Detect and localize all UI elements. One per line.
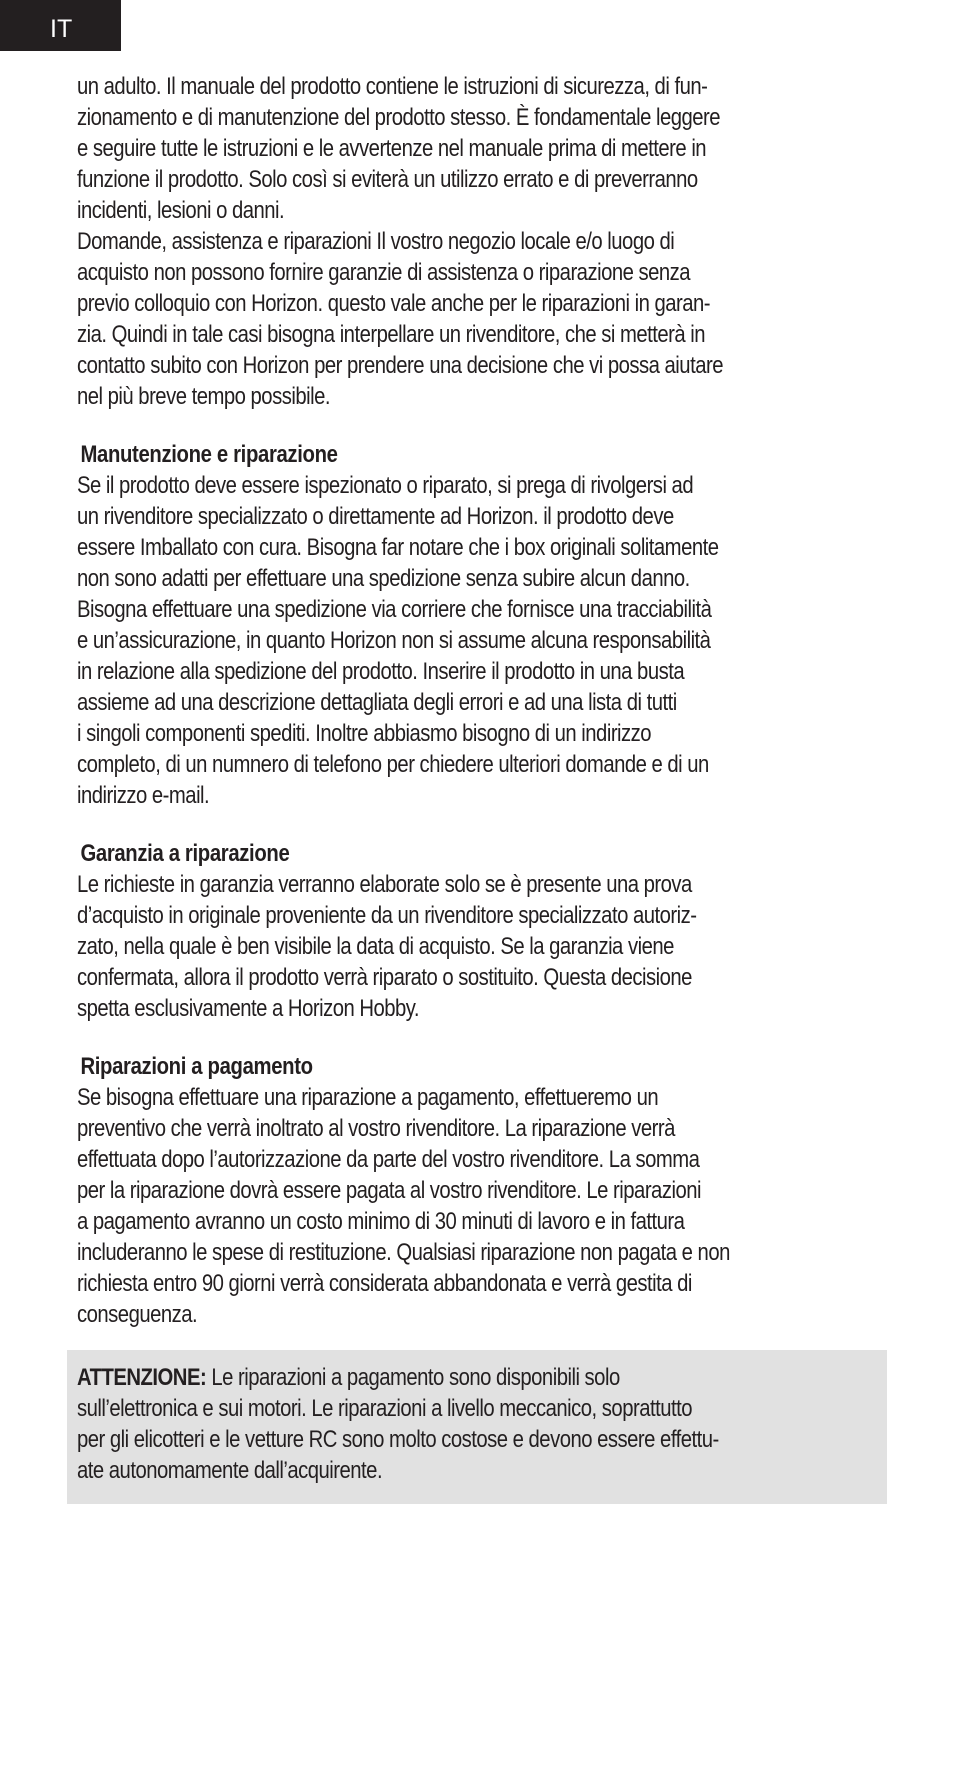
warning-label: ATTENZIONE: [77,1365,207,1391]
text-line: essere Imballato con cura. Bisogna far notare che i box originali solitamente [77,535,719,561]
warning-first-line [77,1363,877,1394]
text-line: incidenti, lesioni o danni. [77,198,285,224]
warning-rest [77,1394,877,1487]
text-line: e seguire tutte le istruzioni e le avvertenze nel manuale prima di mettere in [77,136,707,162]
text-line: zia. Quindi in tale casi bisogna interpellare un rivenditore, che si metterà in [77,322,706,348]
text-line: completo, di un numnero di telefono per chiedere ulteriori domande e di un [77,752,709,778]
text-line: conseguenza. [77,1302,198,1328]
warning-callout [67,1350,887,1504]
text-line: acquisto non possono fornire garanzie di assistenza o riparazione senza [77,260,691,286]
text-line: per gli elicotteri e le vetture RC sono molto costose e devono essere effettu- [77,1427,719,1453]
warning-first-text: Le riparazioni a pagamento sono disponibili solo [206,1365,620,1391]
section-pagamento [77,1052,877,1331]
text-line: non sono adatti per effettuare una spedizione senza subire alcun danno. [77,566,690,592]
text-line: confermata, allora il prodotto verrà riparato o sostituito. Questa decisione [77,965,692,991]
text-line: Bisogna effettuare una spedizione via corriere che fornisce una tracciabilità [77,597,712,623]
text-line: zionamento e di manutenzione del prodotto stesso. È fondamentale leggere [77,105,721,131]
warning-text [77,1363,877,1487]
text-line: zato, nella quale è ben visibile la data di acquisto. Se la garanzia viene [77,934,674,960]
text-line: d’acquisto in originale proveniente da un rivenditore specializzato autoriz- [77,903,697,929]
section-heading: Riparazioni a pagamento [80,1054,313,1080]
section-heading: Garanzia a riparazione [80,841,290,867]
text-line: indirizzo e-mail. [77,783,210,809]
section-body [77,1083,877,1331]
text-line: richiesta entro 90 giorni verrà considerata abbandonata e verrà gestita di [77,1271,692,1297]
section-body [77,870,877,1025]
section-heading: Manutenzione e riparazione [80,442,338,468]
text-line: un rivenditore specializzato o direttamente ad Horizon. il prodotto deve [77,504,674,530]
text-line: e un’assicurazione, in quanto Horizon non si assume alcuna responsabilità [77,628,711,654]
text-line: i singoli componenti spediti. Inoltre abbiasmo bisogno di un indirizzo [77,721,652,747]
document-body [77,72,877,1331]
text-line: nel più breve tempo possibile. [77,384,330,410]
text-line: Se il prodotto deve essere ispezionato o riparato, si prega di rivolgersi ad [77,473,694,499]
section-manutenzione [77,440,877,812]
text-line: funzione il prodotto. Solo così si eviterà un utilizzo errato e di preverranno [77,167,698,193]
text-line: Se bisogna effettuare una riparazione a pagamento, effettueremo un [77,1085,659,1111]
support-paragraph [77,227,877,413]
text-line: contatto subito con Horizon per prendere una decisione che vi possa aiutare [77,353,723,379]
text-line: effettuata dopo l’autorizzazione da parte del vostro rivenditore. La somma [77,1147,700,1173]
text-line: includeranno le spese di restituzione. Qualsiasi riparazione non pagata e non [77,1240,730,1266]
text-line: per la riparazione dovrà essere pagata al vostro rivenditore. Le riparazioni [77,1178,701,1204]
intro-paragraph [77,72,877,227]
section-garanzia [77,839,877,1025]
text-line: un adulto. Il manuale del prodotto contiene le istruzioni di sicurezza, di fun- [77,74,708,100]
text-line: assieme ad una descrizione dettagliata degli errori e ad una lista di tutti [77,690,677,716]
text-line: ate autonomamente dall’acquirente. [77,1458,383,1484]
text-line: Le richieste in garanzia verranno elaborate solo se è presente una prova [77,872,692,898]
text-line: a pagamento avranno un costo minimo di 30 minuti di lavoro e in fattura [77,1209,685,1235]
text-line: previo colloquio con Horizon. questo vale anche per le riparazioni in garan- [77,291,711,317]
text-line: preventivo che verrà inoltrato al vostro rivenditore. La riparazione verrà [77,1116,675,1142]
text-line: sull’elettronica e sui motori. Le riparazioni a livello meccanico, soprattutto [77,1396,693,1422]
language-tab: IT [0,0,121,51]
text-line: in relazione alla spedizione del prodotto. Inserire il prodotto in una busta [77,659,685,685]
text-line: spetta esclusivamente a Horizon Hobby. [77,996,420,1022]
section-body [77,471,877,812]
text-line: Domande, assistenza e riparazioni Il vostro negozio locale e/o luogo di [77,229,675,255]
